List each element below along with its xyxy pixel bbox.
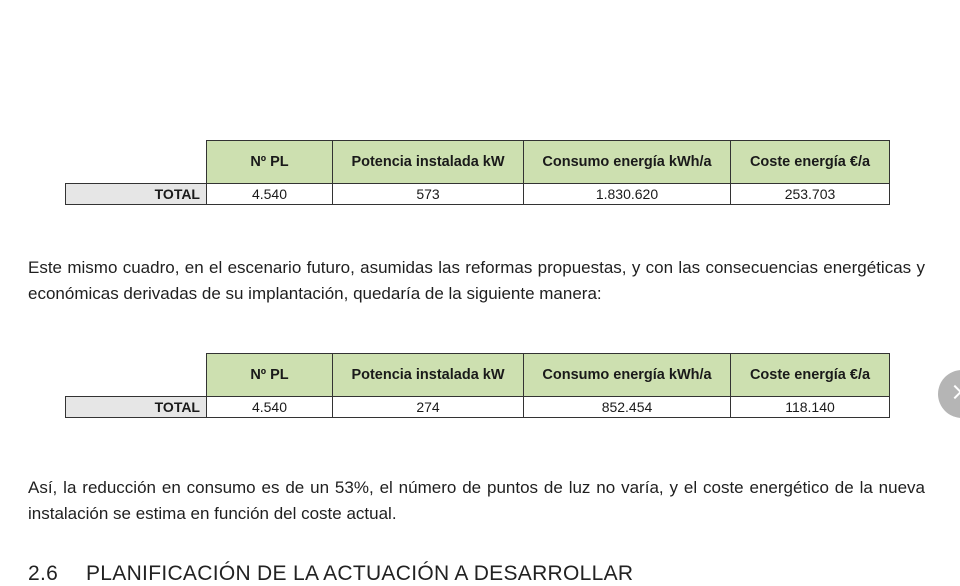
header-coste: Coste energía €/a [731,354,890,397]
value-consumo: 1.830.620 [524,184,731,205]
header-potencia: Potencia instalada kW [333,141,524,184]
header-potencia: Potencia instalada kW [333,354,524,397]
paragraph-future-scenario: Este mismo cuadro, en el escenario futuro, asumidas las reformas propuestas, y con las consecuencias energéticas y económicas derivadas de su implantación, quedaría de la siguiente manera: [28,258,925,303]
page-nav-button[interactable] [938,370,960,418]
value-coste: 118.140 [731,397,890,418]
paragraph-conclusion: Así, la reducción en consumo es de un 53%, el número de puntos de luz no varía, y el coste energético de la nueva instalación se estima en función del coste actual. [28,478,925,523]
section-number: 2.6 [28,562,59,585]
header-consumo: Consumo energía kWh/a [524,354,731,397]
section-title: PLANIFICACIÓN DE LA ACTUACIÓN A DESARROLLAR [86,562,634,585]
value-num-pl: 4.540 [207,397,333,418]
header-consumo: Consumo energía kWh/a [524,141,731,184]
total-label: TOTAL [66,397,207,418]
energy-table-current [65,140,890,205]
table-total-row [66,184,890,205]
total-label: TOTAL [66,184,207,205]
table-header-row [66,141,890,184]
value-consumo: 852.454 [524,397,731,418]
value-potencia: 274 [333,397,524,418]
chevron-left-icon [948,385,960,399]
header-num-pl: Nº PL [207,141,333,184]
value-num-pl: 4.540 [207,184,333,205]
header-coste: Coste energía €/a [731,141,890,184]
header-num-pl: Nº PL [207,354,333,397]
table-total-row [66,397,890,418]
energy-table-future [65,353,890,418]
section-heading [28,562,633,586]
value-coste: 253.703 [731,184,890,205]
value-potencia: 573 [333,184,524,205]
table-header-row [66,354,890,397]
